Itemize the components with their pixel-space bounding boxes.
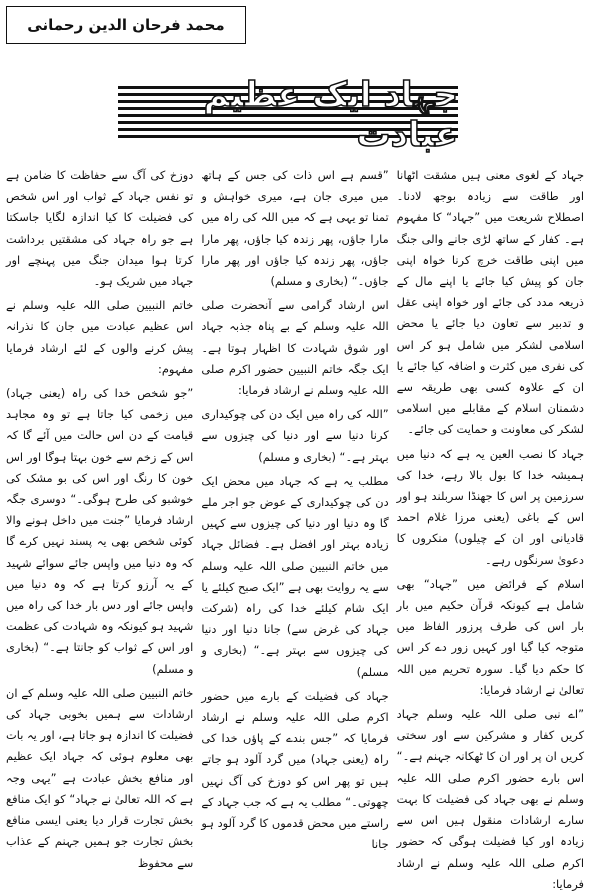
paragraph: خاتم النبیین صلی اللہ علیہ وسلم کے ان ارشادات سے ہمیں بخوبی جہاد کی فضیلت کا اندازہ ہو جاتا ہے، اور یہ بات بھی معلوم ہوئی کہ جہاد ایک عظیم اور منافع بخش عبادت ہے ”یہی وجہ ہے کہ اللہ تعالیٰ نے جہاد“ کو ایک منافع بخش تجارت قرار دیا یعنی ایسی منافع بخش تجارت جو ہمیں جہنم کے عذاب سے محفوظ (6, 685, 194, 870)
column-left (6, 165, 194, 870)
paragraph: ”اللہ کی راہ میں ایک دن کی چوکیداری کرنا دنیا سے اور دنیا کی چیزوں سے بہتر ہے۔“ (بخاری و مسلم) (201, 407, 389, 464)
paragraph: جہاد کی فضیلت کے بارے میں حضور اکرم صلی اللہ علیہ وسلم نے ارشاد فرمایا کہ ”جس بندے کے پاؤں خدا کی راہ (یعنی جہاد) میں گرد آلود ہو جاتے ہیں تو پھر اس کو دوزخ کی آگ نہیں چھوتی۔“ مطلب یہ ہے کہ جب جہاد کے راستے میں محض قدموں کا گرد آلود ہو جانا (201, 688, 389, 852)
paragraph: خاتم النبیین صلی اللہ علیہ وسلم نے اس عظیم عبادت میں جان کا نذرانہ پیش کرنے والوں کے لئے ارشاد فرمایا مفہوم: (6, 298, 194, 376)
title-banner (118, 74, 458, 155)
column-middle (201, 165, 389, 852)
paragraph: مطلب یہ ہے کہ جہاد میں محض ایک دن کی چوکیداری کے عوض جو اجر ملے گا وہ دنیا اور دنیا کی چیزوں سے کہیں زیادہ بہتر اور افضل ہے۔ فضائل جہاد میں خاتم النبیین صلی اللہ علیہ وسلم سے یہ روایت بھی ہے ”ایک صبح کیلئے یا ایک شام کیلئے خدا کی راہ (شرکت جہاد کی غرض سے) جانا دنیا اور دنیا کی چیزوں سے بہتر ہے۔“ (بخاری و مسلم) (201, 473, 389, 679)
article-title: جہاد ایک عظیم عبادت (203, 74, 458, 155)
paragraph: اس ارشاد گرامی سے آنحضرت صلی اللہ علیہ وسلم کے بے پناہ جذبہ جہاد اور شوق شہادت کا اظہار ہوتا ہے۔ ایک جگہ خاتم النبیین حضور اکرم صلی اللہ علیہ وسلم نے ارشاد فرمایا: (201, 298, 389, 398)
paragraph: دوزخ کی آگ سے حفاظت کا ضامن ہے تو نفس جہاد کے ثواب اور اس شخص کی فضیلت کا کیا اندازہ لگایا جاسکتا ہے جو راہ جہاد کی مشقتیں برداشت کرتا ہوا میدان جنگ میں پہنچے اور جہاد میں شریک ہو۔ (6, 168, 194, 289)
paragraph: جہاد کا نصب العین یہ ہے کہ دنیا میں ہمیشہ خدا کا بول بالا رہے، خدا کی سرزمین پر اس کا جھنڈا سربلند ہو اور اس کے باغی (یعنی مرزا غلام احمد قادیانی اور ان کے چیلوں) منکروں کا دعویٰ سرنگوں رہے۔ (396, 446, 584, 567)
paragraph: جہاد کے لغوی معنی ہیں مشقت اٹھانا اور طاقت سے زیادہ بوجھ لادنا۔ اصطلاح شریعت میں ”جہاد“ کا مفہوم ہے۔ کفار کے ساتھ لڑی جانے والی جنگ میں اپنی طاقت خرچ کرنا خواہ اپنی جان کو پیش کیا جائے یا اپنے مال کے ذریعہ مدد کی جائے اور خواہ اپنی عقل و تدبیر سے تعاون دیا جائے یا محض اسلامی لشکر میں شامل ہو کر اس کی نفری میں کثرت و اضافہ کیا جائے یا ان کے علاوہ کسی بھی طریقہ سے دشمنان اسلام کے مقابلے میں اسلامی لشکر کی معاونت و حمایت کی جائے۔ (396, 168, 584, 437)
paragraph: ”قسم ہے اس ذات کی جس کے ہاتھ میں میری جان ہے، میری خواہش و تمنا تو یہی ہے کہ میں اللہ کی راہ میں مارا جاؤں، پھر زندہ کیا جاؤں، پھر مارا جاؤں، پھر زندہ کیا جاؤں اور پھر مارا جاؤں۔“ (بخاری و مسلم) (201, 168, 389, 289)
paragraph: ”جو شخص خدا کی راہ (یعنی جہاد) میں زخمی کیا جاتا ہے تو وہ مجاہد قیامت کے دن اس حالت میں آئے گا کہ اس کے زخم سے خون بہتا ہوگا اور اس خون کا رنگ اور اس کی بو مشک کی خوشبو کی طرح ہوگی۔“ دوسری جگہ ارشاد فرمایا ”جنت میں داخل ہونے والا کوئی شخص بھی یہ پسند نہیں کرے گا کہ وہ دنیا میں واپس جائے سوائے شہید کے یہ آرزو کرتا ہے کہ وہ دنیا میں واپس جائے اور دس بار خدا کی راہ میں شہید ہو کیونکہ وہ شہادت کی عظمت اور اس کے ثواب کو جانتا ہے۔“ (بخاری و مسلم) (6, 386, 194, 676)
paragraph: اسلام کے فرائض میں ”جہاد“ بھی شامل ہے کیونکہ قرآن حکیم میں بار بار اس کی طرف پرزور الفاظ میں متوجہ کیا گیا اور کہیں زور دے کر اس کا حکم دیا گیا۔ سورہ تحریم میں اللہ تعالیٰ نے ارشاد فرمایا: (396, 576, 584, 697)
author-byline: محمد فرحان الدین رحمانی (6, 6, 246, 44)
article-body (6, 165, 584, 891)
column-right (396, 165, 584, 891)
paragraph: ”اے نبی صلی اللہ علیہ وسلم جہاد کریں کفار و مشرکین سے اور سختی کریں ان پر اور ان کا ٹھکانہ جہنم ہے۔“ اس بارے حضور اکرم صلی اللہ علیہ وسلم نے بھی جہاد کی فضیلت کا بہت سارے ارشادات منقول ہیں اس سے زیادہ اور کیا فضیلت ہوگی کہ حضور اکرم صلی اللہ علیہ وسلم نے ارشاد فرمایا: (396, 707, 584, 891)
